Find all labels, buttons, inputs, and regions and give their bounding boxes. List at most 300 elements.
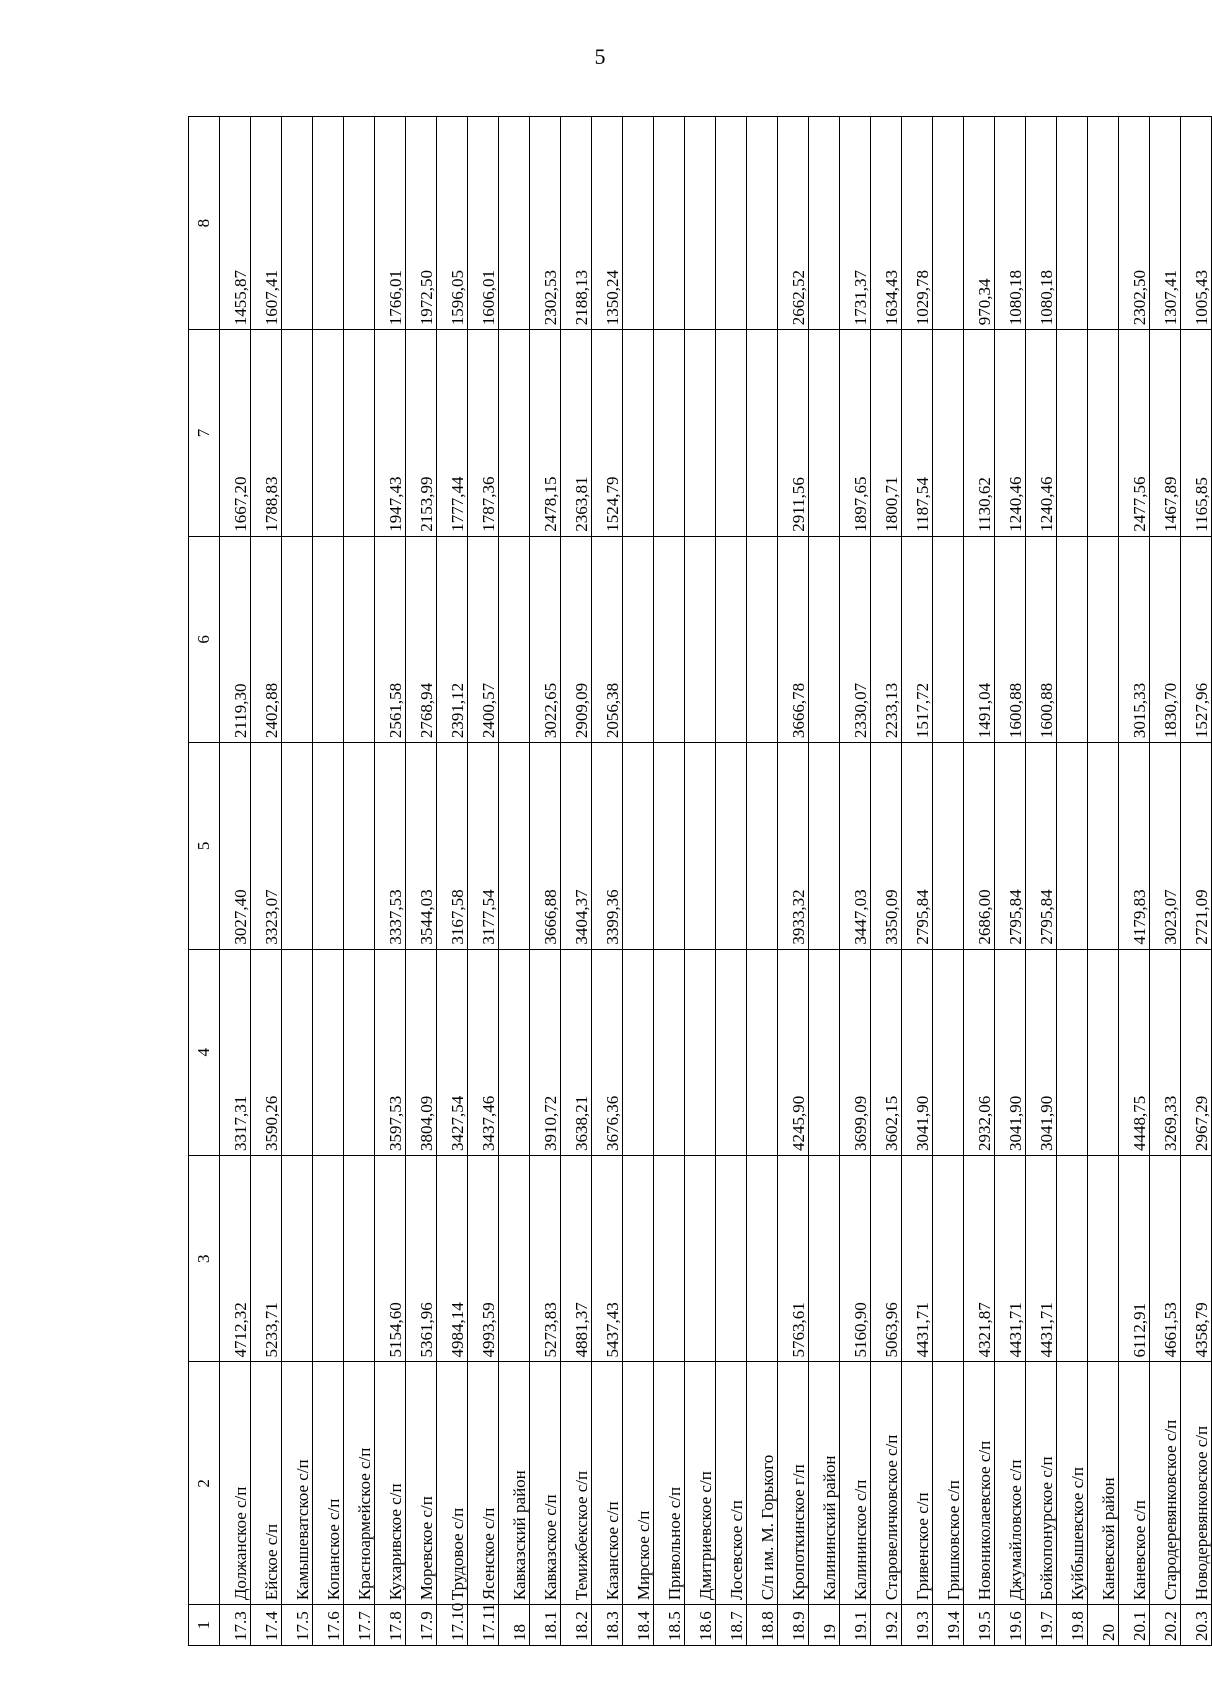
value-cell: 2662,52 [778, 117, 809, 330]
value-cell: 4431,71 [1026, 1156, 1057, 1362]
value-cell: 3323,07 [251, 743, 282, 949]
value-cell: 1350,24 [592, 117, 623, 330]
value-cell: 4448,75 [1119, 949, 1150, 1155]
table-row [1026, 117, 1057, 1646]
data-table [188, 116, 1212, 1646]
row-number-cell: 20.2 [1150, 1605, 1181, 1646]
value-cell: 1307,41 [1150, 117, 1181, 330]
value-cell [809, 743, 840, 949]
value-cell: 2686,00 [964, 743, 995, 949]
value-cell: 2932,06 [964, 949, 995, 1155]
value-cell: 2911,56 [778, 330, 809, 536]
table-row [437, 117, 468, 1646]
table-row [375, 117, 406, 1646]
value-cell: 3910,72 [530, 949, 561, 1155]
value-cell: 1766,01 [375, 117, 406, 330]
table-row [1057, 117, 1088, 1646]
value-cell [282, 949, 313, 1155]
value-cell: 2909,09 [561, 536, 592, 742]
value-cell: 4431,71 [902, 1156, 933, 1362]
row-number-cell: 18.7 [716, 1605, 747, 1646]
value-cell [685, 743, 716, 949]
table-row [1088, 117, 1119, 1646]
value-cell: 3666,88 [530, 743, 561, 949]
table-row [778, 117, 809, 1646]
table-header-row [189, 117, 220, 1646]
column-header: 2 [189, 1362, 220, 1605]
table-row [251, 117, 282, 1646]
value-cell [344, 743, 375, 949]
settlement-name-cell: Калининский район [809, 1362, 840, 1605]
row-number-cell: 18.3 [592, 1605, 623, 1646]
table-row [282, 117, 313, 1646]
row-number-cell: 19.3 [902, 1605, 933, 1646]
value-cell: 1455,87 [220, 117, 251, 330]
value-cell: 3437,46 [468, 949, 499, 1155]
table-row [1150, 117, 1181, 1646]
value-cell: 1947,43 [375, 330, 406, 536]
value-cell [1057, 1156, 1088, 1362]
table-row [623, 117, 654, 1646]
value-cell: 4245,90 [778, 949, 809, 1155]
table-row [561, 117, 592, 1646]
settlement-name-cell: Красноармейское с/п [344, 1362, 375, 1605]
value-cell [933, 536, 964, 742]
table-row [716, 117, 747, 1646]
column-header: 3 [189, 1156, 220, 1362]
value-cell [747, 949, 778, 1155]
value-cell [933, 117, 964, 330]
value-cell [313, 1156, 344, 1362]
value-cell [654, 536, 685, 742]
value-cell: 3015,33 [1119, 536, 1150, 742]
value-cell [654, 117, 685, 330]
row-number-cell: 18.1 [530, 1605, 561, 1646]
value-cell [685, 536, 716, 742]
value-cell: 3933,32 [778, 743, 809, 949]
value-cell: 2153,99 [406, 330, 437, 536]
value-cell: 1240,46 [1026, 330, 1057, 536]
value-cell: 3350,09 [871, 743, 902, 949]
value-cell [282, 743, 313, 949]
value-cell: 3447,03 [840, 743, 871, 949]
value-cell [716, 743, 747, 949]
row-number-cell: 19.5 [964, 1605, 995, 1646]
value-cell [344, 1156, 375, 1362]
value-cell [809, 536, 840, 742]
value-cell [933, 1156, 964, 1362]
table-row [685, 117, 716, 1646]
settlement-name-cell: Камышеватское с/п [282, 1362, 313, 1605]
value-cell: 4984,14 [437, 1156, 468, 1362]
value-cell [747, 1156, 778, 1362]
settlement-name-cell: Дмитриевское с/п [685, 1362, 716, 1605]
value-cell: 3638,21 [561, 949, 592, 1155]
value-cell [654, 1156, 685, 1362]
value-cell: 4431,71 [995, 1156, 1026, 1362]
row-number-cell: 17.4 [251, 1605, 282, 1646]
value-cell: 4881,37 [561, 1156, 592, 1362]
value-cell [685, 949, 716, 1155]
value-cell [716, 1156, 747, 1362]
value-cell: 4321,87 [964, 1156, 995, 1362]
row-number-cell: 19 [809, 1605, 840, 1646]
value-cell: 3666,78 [778, 536, 809, 742]
table-row [809, 117, 840, 1646]
value-cell [1057, 536, 1088, 742]
value-cell [499, 536, 530, 742]
value-cell: 3167,58 [437, 743, 468, 949]
row-number-cell: 18.4 [623, 1605, 654, 1646]
value-cell: 5160,90 [840, 1156, 871, 1362]
value-cell: 5063,96 [871, 1156, 902, 1362]
value-cell [809, 330, 840, 536]
column-header: 8 [189, 117, 220, 330]
value-cell [1057, 949, 1088, 1155]
settlement-name-cell: Должанское с/п [220, 1362, 251, 1605]
value-cell: 3427,54 [437, 949, 468, 1155]
settlement-name-cell: Старовеличковское с/п [871, 1362, 902, 1605]
value-cell: 2795,84 [1026, 743, 1057, 949]
page-number: 5 [594, 44, 606, 69]
value-cell: 2402,88 [251, 536, 282, 742]
table-row [840, 117, 871, 1646]
value-cell: 1187,54 [902, 330, 933, 536]
value-cell [1057, 330, 1088, 536]
value-cell [499, 330, 530, 536]
row-number-cell: 20.3 [1181, 1605, 1212, 1646]
row-number-cell: 20 [1088, 1605, 1119, 1646]
value-cell [933, 743, 964, 949]
value-cell: 5437,43 [592, 1156, 623, 1362]
row-number-cell: 17.9 [406, 1605, 437, 1646]
value-cell [499, 743, 530, 949]
value-cell [344, 536, 375, 742]
value-cell: 3399,36 [592, 743, 623, 949]
value-cell: 5273,83 [530, 1156, 561, 1362]
table-row [406, 117, 437, 1646]
value-cell [282, 1156, 313, 1362]
value-cell: 3041,90 [1026, 949, 1057, 1155]
value-cell [313, 536, 344, 742]
value-cell: 6112,91 [1119, 1156, 1150, 1362]
value-cell: 4993,59 [468, 1156, 499, 1362]
value-cell: 1005,43 [1181, 117, 1212, 330]
table-row [220, 117, 251, 1646]
value-cell: 1897,65 [840, 330, 871, 536]
value-cell: 2795,84 [902, 743, 933, 949]
settlement-name-cell: Темижбекское с/п [561, 1362, 592, 1605]
value-cell [933, 949, 964, 1155]
value-cell: 3041,90 [902, 949, 933, 1155]
row-number-cell: 20.1 [1119, 1605, 1150, 1646]
value-cell [313, 117, 344, 330]
row-number-cell: 19.4 [933, 1605, 964, 1646]
row-number-cell: 19.6 [995, 1605, 1026, 1646]
table-row [313, 117, 344, 1646]
value-cell: 2391,12 [437, 536, 468, 742]
value-cell: 3337,53 [375, 743, 406, 949]
value-cell [282, 330, 313, 536]
value-cell: 3590,26 [251, 949, 282, 1155]
table-row [964, 117, 995, 1646]
value-cell [499, 1156, 530, 1362]
value-cell: 3676,36 [592, 949, 623, 1155]
settlement-name-cell: Кавказское с/п [530, 1362, 561, 1605]
value-cell: 5361,96 [406, 1156, 437, 1362]
settlement-name-cell: Моревское с/п [406, 1362, 437, 1605]
row-number-cell: 17.8 [375, 1605, 406, 1646]
value-cell: 2302,53 [530, 117, 561, 330]
value-cell: 3177,54 [468, 743, 499, 949]
settlement-name-cell: Джумайловское с/п [995, 1362, 1026, 1605]
value-cell: 1080,18 [995, 117, 1026, 330]
value-cell [809, 117, 840, 330]
value-cell: 1830,70 [1150, 536, 1181, 742]
value-cell: 2056,38 [592, 536, 623, 742]
table-row [1119, 117, 1150, 1646]
value-cell [809, 949, 840, 1155]
settlement-name-cell: Гривенское с/п [902, 1362, 933, 1605]
table-row [1181, 117, 1212, 1646]
value-cell: 5763,61 [778, 1156, 809, 1362]
value-cell: 1800,71 [871, 330, 902, 536]
value-cell: 1517,72 [902, 536, 933, 742]
table-row [902, 117, 933, 1646]
settlement-name-cell: Бойкопонурское с/п [1026, 1362, 1057, 1605]
settlement-name-cell: Казанское с/п [592, 1362, 623, 1605]
value-cell: 1029,78 [902, 117, 933, 330]
settlement-name-cell: Привольное с/п [654, 1362, 685, 1605]
value-cell [685, 330, 716, 536]
value-cell: 2477,56 [1119, 330, 1150, 536]
value-cell [747, 536, 778, 742]
value-cell [716, 117, 747, 330]
value-cell [716, 330, 747, 536]
settlement-name-cell: Кропоткинское г/п [778, 1362, 809, 1605]
value-cell [654, 330, 685, 536]
value-cell [344, 949, 375, 1155]
value-cell: 3022,65 [530, 536, 561, 742]
value-cell: 1240,46 [995, 330, 1026, 536]
row-number-cell: 18.8 [747, 1605, 778, 1646]
row-number-cell: 17.5 [282, 1605, 313, 1646]
value-cell: 1596,05 [437, 117, 468, 330]
value-cell [623, 536, 654, 742]
value-cell: 1634,43 [871, 117, 902, 330]
value-cell [1088, 949, 1119, 1155]
table-row [592, 117, 623, 1646]
row-number-cell: 18.6 [685, 1605, 716, 1646]
value-cell: 2795,84 [995, 743, 1026, 949]
value-cell: 3602,15 [871, 949, 902, 1155]
value-cell: 1600,88 [995, 536, 1026, 742]
value-cell [716, 536, 747, 742]
settlement-name-cell: Каневское с/п [1119, 1362, 1150, 1605]
table-row [995, 117, 1026, 1646]
value-cell [1088, 743, 1119, 949]
settlement-name-cell: Кухаривское с/п [375, 1362, 406, 1605]
value-cell: 970,34 [964, 117, 995, 330]
value-cell: 3404,37 [561, 743, 592, 949]
value-cell: 2400,57 [468, 536, 499, 742]
value-cell: 4358,79 [1181, 1156, 1212, 1362]
value-cell [623, 330, 654, 536]
settlement-name-cell: С/п им. М. Горького [747, 1362, 778, 1605]
value-cell: 2768,94 [406, 536, 437, 742]
value-cell: 5233,71 [251, 1156, 282, 1362]
settlement-name-cell: Новодеревянковское с/п [1181, 1362, 1212, 1605]
value-cell: 3597,53 [375, 949, 406, 1155]
row-number-cell: 17.7 [344, 1605, 375, 1646]
settlement-name-cell: Трудовое с/п [437, 1362, 468, 1605]
value-cell [344, 330, 375, 536]
value-cell [623, 743, 654, 949]
settlement-name-cell: Лосевское с/п [716, 1362, 747, 1605]
value-cell: 5154,60 [375, 1156, 406, 1362]
row-number-cell: 19.7 [1026, 1605, 1057, 1646]
settlement-name-cell: Куйбышевское с/п [1057, 1362, 1088, 1605]
value-cell: 2302,50 [1119, 117, 1150, 330]
value-cell: 1607,41 [251, 117, 282, 330]
value-cell: 3317,31 [220, 949, 251, 1155]
value-cell [747, 117, 778, 330]
row-number-cell: 18.9 [778, 1605, 809, 1646]
table-row [530, 117, 561, 1646]
value-cell [747, 743, 778, 949]
value-cell [685, 1156, 716, 1362]
value-cell: 2188,13 [561, 117, 592, 330]
value-cell: 2478,15 [530, 330, 561, 536]
value-cell: 1600,88 [1026, 536, 1057, 742]
row-number-cell: 19.1 [840, 1605, 871, 1646]
value-cell [282, 117, 313, 330]
settlement-name-cell: Ейское с/п [251, 1362, 282, 1605]
value-cell: 1165,85 [1181, 330, 1212, 536]
column-header: 1 [189, 1605, 220, 1646]
value-cell [499, 949, 530, 1155]
table-row [499, 117, 530, 1646]
settlement-name-cell: Ясенское с/п [468, 1362, 499, 1605]
settlement-name-cell: Стародеревянковское с/п [1150, 1362, 1181, 1605]
value-cell: 1467,89 [1150, 330, 1181, 536]
value-cell [809, 1156, 840, 1362]
value-cell: 1777,44 [437, 330, 468, 536]
value-cell [313, 949, 344, 1155]
value-cell [1088, 536, 1119, 742]
row-number-cell: 18.2 [561, 1605, 592, 1646]
table-row [747, 117, 778, 1646]
value-cell: 1527,96 [1181, 536, 1212, 742]
value-cell [933, 330, 964, 536]
table-row [933, 117, 964, 1646]
row-number-cell: 17.6 [313, 1605, 344, 1646]
value-cell: 4661,53 [1150, 1156, 1181, 1362]
value-cell: 2119,30 [220, 536, 251, 742]
value-cell: 2967,29 [1181, 949, 1212, 1155]
value-cell: 2330,07 [840, 536, 871, 742]
value-cell: 2721,09 [1181, 743, 1212, 949]
settlement-name-cell: Калининское с/п [840, 1362, 871, 1605]
table-row [468, 117, 499, 1646]
settlement-name-cell: Кавказский район [499, 1362, 530, 1605]
table-row [654, 117, 685, 1646]
value-cell [654, 743, 685, 949]
value-cell: 3804,09 [406, 949, 437, 1155]
value-cell [1088, 117, 1119, 330]
row-number-cell: 18.5 [654, 1605, 685, 1646]
rotated-table-container [188, 116, 1212, 1646]
value-cell: 1130,62 [964, 330, 995, 536]
value-cell: 3041,90 [995, 949, 1026, 1155]
row-number-cell: 17.3 [220, 1605, 251, 1646]
value-cell [1057, 117, 1088, 330]
value-cell: 3023,07 [1150, 743, 1181, 949]
column-header: 4 [189, 949, 220, 1155]
value-cell: 3027,40 [220, 743, 251, 949]
value-cell [282, 536, 313, 742]
value-cell: 1667,20 [220, 330, 251, 536]
value-cell: 2363,81 [561, 330, 592, 536]
column-header: 7 [189, 330, 220, 536]
value-cell [1088, 1156, 1119, 1362]
value-cell: 1606,01 [468, 117, 499, 330]
value-cell [1088, 330, 1119, 536]
value-cell [747, 330, 778, 536]
value-cell [1057, 743, 1088, 949]
value-cell [716, 949, 747, 1155]
row-number-cell: 18 [499, 1605, 530, 1646]
value-cell [499, 117, 530, 330]
value-cell: 3699,09 [840, 949, 871, 1155]
settlement-name-cell: Каневской район [1088, 1362, 1119, 1605]
value-cell [313, 330, 344, 536]
settlement-name-cell: Гришковское с/п [933, 1362, 964, 1605]
table-row [871, 117, 902, 1646]
settlement-name-cell: Новониколаевское с/п [964, 1362, 995, 1605]
value-cell: 1788,83 [251, 330, 282, 536]
value-cell [685, 117, 716, 330]
value-cell: 4179,83 [1119, 743, 1150, 949]
value-cell [623, 117, 654, 330]
row-number-cell: 17.11 [468, 1605, 499, 1646]
value-cell: 1491,04 [964, 536, 995, 742]
value-cell: 4712,32 [220, 1156, 251, 1362]
row-number-cell: 17.10 [437, 1605, 468, 1646]
value-cell: 1787,36 [468, 330, 499, 536]
row-number-cell: 19.2 [871, 1605, 902, 1646]
column-header: 6 [189, 536, 220, 742]
value-cell: 3544,03 [406, 743, 437, 949]
table-row [344, 117, 375, 1646]
value-cell: 1731,37 [840, 117, 871, 330]
value-cell: 1972,50 [406, 117, 437, 330]
value-cell: 3269,33 [1150, 949, 1181, 1155]
value-cell [623, 1156, 654, 1362]
settlement-name-cell: Копанское с/п [313, 1362, 344, 1605]
settlement-name-cell: Мирское с/п [623, 1362, 654, 1605]
value-cell: 1080,18 [1026, 117, 1057, 330]
value-cell: 2233,13 [871, 536, 902, 742]
value-cell [623, 949, 654, 1155]
value-cell: 1524,79 [592, 330, 623, 536]
value-cell [344, 117, 375, 330]
table-body [220, 117, 1212, 1646]
value-cell [313, 743, 344, 949]
row-number-cell: 19.8 [1057, 1605, 1088, 1646]
value-cell: 2561,58 [375, 536, 406, 742]
value-cell [654, 949, 685, 1155]
